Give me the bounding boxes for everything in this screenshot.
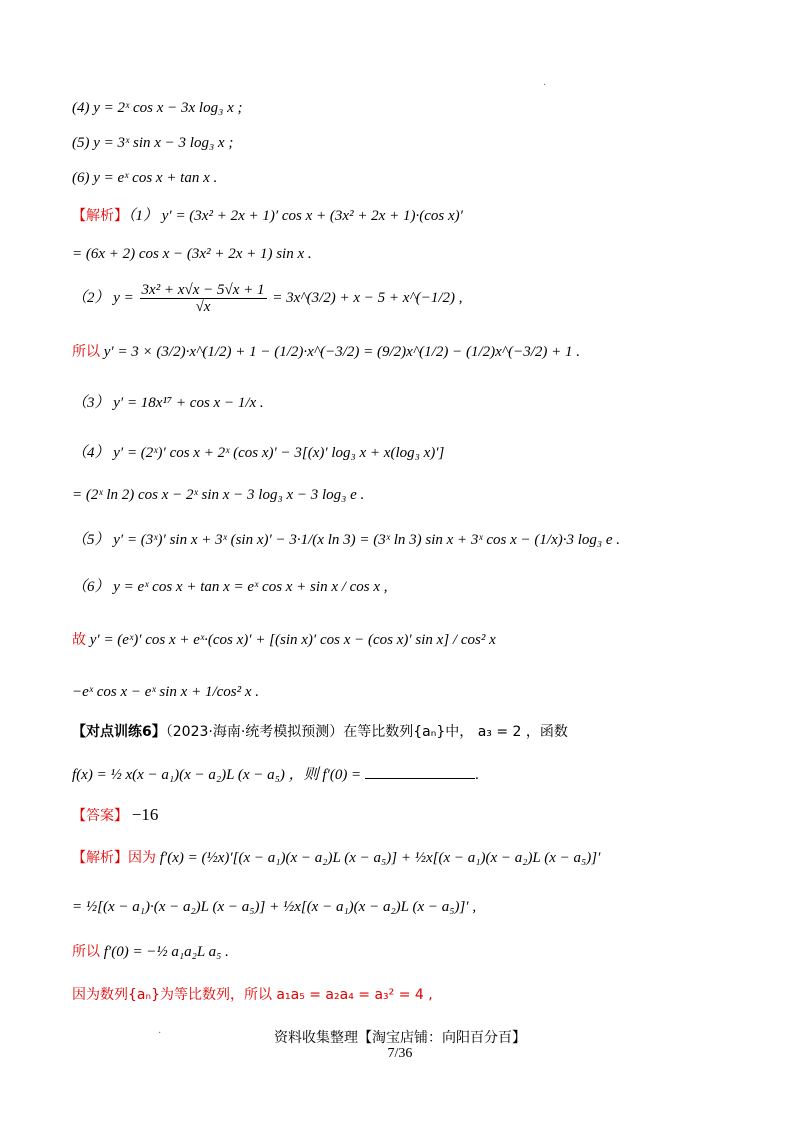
solution-4: （4） y′ = (2ˣ)′ cos x + 2ˣ (cos x)′ − 3[(x)′ log₃ x + x(log₃ x)′] (72, 445, 445, 461)
solution-2-pre: （2） y = (72, 289, 138, 306)
solution-6: （6） y = eˣ cos x + tan x = eˣ cos x + sin x / cos x , (72, 579, 388, 595)
solution-2 (72, 282, 463, 315)
solution-2-numerator: 3x² + x√x − 5√x + 1 (141, 282, 265, 298)
stray-dot-2: · (158, 1028, 162, 1039)
solution-1-text: （1） y′ = (3x² + 2x + 1)′ cos x + (3x² + 2x + 1)·(cos x)′ (128, 208, 463, 224)
jiexi-label: 【解析】 (72, 208, 128, 224)
jiexi-training-conclusion-text: f′(0) = −½ a₁a₂L a₅ . (100, 944, 229, 960)
solution-1 (72, 206, 463, 226)
solution-2-derivative-text: y′ = 3 × (3/2)·x^(1/2) + 1 − (1/2)·x^(−3/2) = (9/2)x^(1/2) − (1/2)x^(−3/2) + 1 . (100, 344, 580, 360)
training-function-text: f(x) = ½ x(x − a₁)(x − a₂)L (x − a₅) ，则 f′(0) = (72, 767, 362, 783)
footer-source: 资料收集整理【淘宝店铺：向阳百分百】 (274, 1030, 526, 1046)
answer-label: 【答案】 (72, 808, 128, 824)
stray-dot: · (543, 80, 547, 91)
solution-2-post: = 3x^(3/2) + x − 5 + x^(−1/2) , (272, 289, 463, 306)
jiexi-training-conclusion (72, 942, 229, 962)
solution-2-derivative (72, 342, 580, 362)
training-text: （2023·海南·统考模拟预测）在等比数列{aₙ}中， a₃ = 2 ，函数 (165, 724, 568, 740)
problem-5: (5) y = 3ˣ sin x − 3 log₃ x ; (72, 135, 234, 151)
gu-label: 故 (72, 632, 86, 648)
suoyi-label-2: 所以 (72, 944, 100, 960)
page-number: 7/36 (387, 1046, 413, 1061)
training-label: 【对点训练6】 (72, 724, 166, 740)
solution-4-cont: = (2ˣ ln 2) cos x − 2ˣ sin x − 3 log₃ x − 3 log₃ e . (72, 487, 365, 503)
solution-1-cont: = (6x + 2) cos x − (3x² + 2x + 1) sin x . (72, 246, 312, 262)
jiexi-training-label: 【解析】因为 (72, 850, 156, 866)
suoyi-label: 所以 (72, 344, 100, 360)
jiexi-training-cont: = ½[(x − a₁)·(x − a₂)L (x − a₅)] + ½x[(x − a₁)(x − a₂)L (x − a₅)]′ , (72, 899, 477, 915)
jiexi-training (72, 848, 600, 868)
solution-6-derivative (72, 630, 496, 650)
solution-6-cont: −eˣ cos x − eˣ sin x + 1/cos² x . (72, 684, 260, 700)
problem-6: (6) y = eˣ cos x + tan x . (72, 170, 218, 186)
jiexi-training-geometric: 因为数列{aₙ}为等比数列，所以 a₁a₅ = a₂a₄ = a₃² = 4 , (72, 987, 433, 1003)
solution-3: （3） y′ = 18x¹⁷ + cos x − 1/x . (72, 395, 264, 411)
jiexi-training-text: f′(x) = (½x)′[(x − a₁)(x − a₂)L (x − a₅)] + ½x[(x − a₁)(x − a₂)L (x − a₅)]′ (156, 850, 601, 866)
training-6-function: f(x) = ½ x(x − a₁)(x − a₂)L (x − a₅) ，则 f′(0) = . (72, 764, 479, 785)
answer-line (72, 805, 158, 826)
solution-6-derivative-text: y′ = (eˣ)′ cos x + eˣ·(cos x)′ + [(sin x)′ cos x − (cos x)′ sin x] / cos² x (86, 632, 496, 648)
answer-value: −16 (131, 805, 159, 824)
solution-5: （5） y′ = (3ˣ)′ sin x + 3ˣ (sin x)′ − 3·1/(x ln 3) = (3ˣ ln 3) sin x + 3ˣ cos x − (1/x)·3 log₃ e . (72, 532, 621, 548)
answer-blank (365, 764, 475, 779)
solution-2-fraction (140, 282, 267, 315)
training-6-header (72, 722, 568, 742)
solution-2-denominator: √x (195, 299, 211, 315)
problem-4: (4) y = 2ˣ cos x − 3x log₃ x ; (72, 100, 243, 116)
